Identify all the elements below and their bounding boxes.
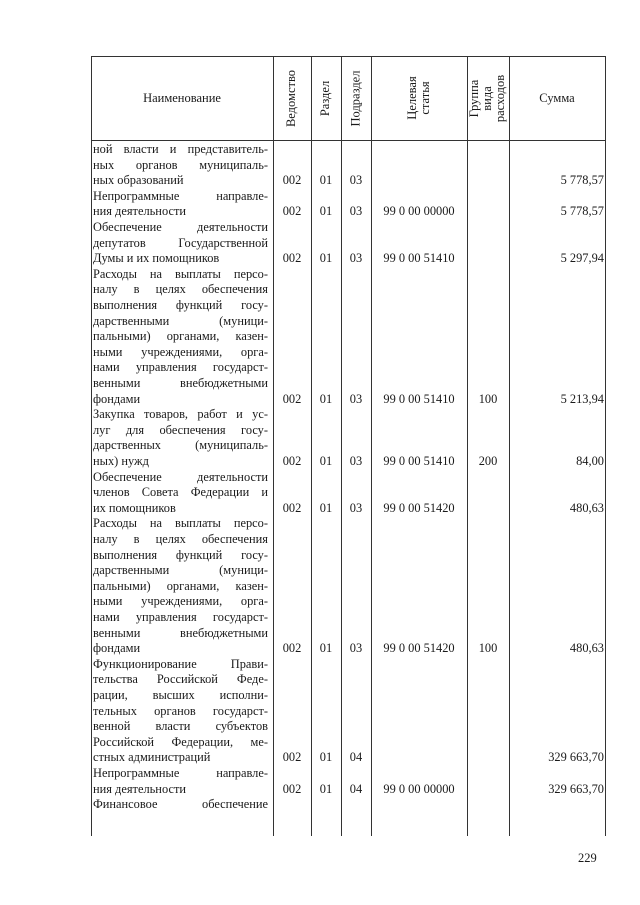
row-razdel: 01 <box>319 641 333 656</box>
row-podrazdel: 03 <box>349 453 363 468</box>
header-divider <box>91 140 606 141</box>
row-razdel: 01 <box>319 500 333 515</box>
header-summa: Сумма <box>539 90 575 105</box>
row-celevaya: 99 0 00 00000 <box>383 204 455 219</box>
row-name: Функционирование Прави- тельства Российской Феде- рации, высших исполни- тельных органов государст- венной власти субъектов Российской Федерации, ме- стных администраций <box>93 656 268 765</box>
table-row <box>91 516 606 656</box>
row-ved: 002 <box>282 391 302 406</box>
header-ved: Ведомство <box>284 69 299 127</box>
row-ved: 002 <box>282 500 302 515</box>
row-razdel: 01 <box>319 173 333 188</box>
row-summa: 5 297,94 <box>560 251 604 266</box>
row-name: Финансовое обеспечение <box>93 797 268 812</box>
row-podrazdel: 03 <box>349 173 363 188</box>
row-razdel: 01 <box>319 204 333 219</box>
budget-table <box>91 56 606 836</box>
row-summa: 480,63 <box>569 641 604 656</box>
row-summa: 84,00 <box>576 453 604 468</box>
header-name: Наименование <box>143 90 221 105</box>
row-celevaya: 99 0 00 51420 <box>383 641 455 656</box>
row-podrazdel: 03 <box>349 500 363 515</box>
row-name: Расходы на выплаты персо- налу в целях обеспечения выполнения функций госу- дарственными (муници- пальными) органами, казен- ными учреждениями, орга- нами управления государст- венными внебюджетными фондами <box>93 516 268 656</box>
header-celevaya-cell <box>371 56 467 140</box>
row-ved: 002 <box>282 781 302 796</box>
row-ved: 002 <box>282 750 302 765</box>
row-ved: 002 <box>282 204 302 219</box>
row-summa: 480,63 <box>569 500 604 515</box>
row-summa: 5 213,94 <box>560 391 604 406</box>
row-podrazdel: 03 <box>349 251 363 266</box>
header-gruppa: Группа вида расходов <box>467 74 508 122</box>
row-summa: 329 663,70 <box>548 750 604 765</box>
row-ved: 002 <box>282 173 302 188</box>
row-ved: 002 <box>282 251 302 266</box>
row-summa: 329 663,70 <box>548 781 604 796</box>
row-name: Закупка товаров, работ и ус- луг для обеспечения госу- дарственных (муниципаль- ных) нужд <box>93 407 268 468</box>
row-name: Обеспечение деятельности членов Совета Федерации и их помощников <box>93 469 268 515</box>
row-podrazdel: 04 <box>349 781 363 796</box>
header-podrazdel-cell <box>341 56 371 140</box>
table-row <box>91 657 606 766</box>
row-razdel: 01 <box>319 781 333 796</box>
row-celevaya: 99 0 00 51410 <box>383 391 455 406</box>
row-razdel: 01 <box>319 750 333 765</box>
table-row <box>91 470 606 517</box>
row-celevaya: 99 0 00 00000 <box>383 781 455 796</box>
row-podrazdel: 03 <box>349 391 363 406</box>
table-row <box>91 220 606 267</box>
header-gruppa-cell <box>467 56 509 140</box>
row-ved: 002 <box>282 453 302 468</box>
header-razdel: Раздел <box>318 80 333 116</box>
row-razdel: 01 <box>319 453 333 468</box>
table-row <box>91 142 606 189</box>
row-celevaya: 99 0 00 51410 <box>383 453 455 468</box>
row-celevaya: 99 0 00 51420 <box>383 500 455 515</box>
table-row <box>91 766 606 797</box>
page-number: 229 <box>578 851 597 865</box>
row-podrazdel: 03 <box>349 641 363 656</box>
table-row <box>91 407 606 469</box>
header-ved-cell <box>273 56 311 140</box>
header-celevaya: Целевая статья <box>405 76 432 120</box>
row-summa: 5 778,57 <box>560 173 604 188</box>
header-razdel-cell <box>311 56 341 140</box>
table-row <box>91 189 606 220</box>
table-row <box>91 267 606 407</box>
row-gruppa: 100 <box>478 641 498 656</box>
row-name: Расходы на выплаты персо- налу в целях обеспечения выполнения функций госу- дарственными (муници- пальными) органами, казен- ными учреждениями, орга- нами управления государст- венными внебюджетными фондами <box>93 266 268 406</box>
row-name: Обеспечение деятельности депутатов Государственной Думы и их помощников <box>93 220 268 266</box>
row-summa: 5 778,57 <box>560 204 604 219</box>
row-name: ной власти и представитель- ных органов муниципаль- ных образований <box>93 142 268 188</box>
row-ved: 002 <box>282 641 302 656</box>
row-podrazdel: 03 <box>349 204 363 219</box>
row-podrazdel: 04 <box>349 750 363 765</box>
row-name: Непрограммные направле- ния деятельности <box>93 188 268 219</box>
row-name: Непрограммные направле- ния деятельности <box>93 766 268 796</box>
row-razdel: 01 <box>319 391 333 406</box>
row-celevaya: 99 0 00 51410 <box>383 251 455 266</box>
header-podrazdel: Подраздел <box>348 70 363 126</box>
table-row <box>91 797 606 813</box>
row-gruppa: 100 <box>478 391 498 406</box>
row-razdel: 01 <box>319 251 333 266</box>
row-gruppa: 200 <box>478 453 498 468</box>
